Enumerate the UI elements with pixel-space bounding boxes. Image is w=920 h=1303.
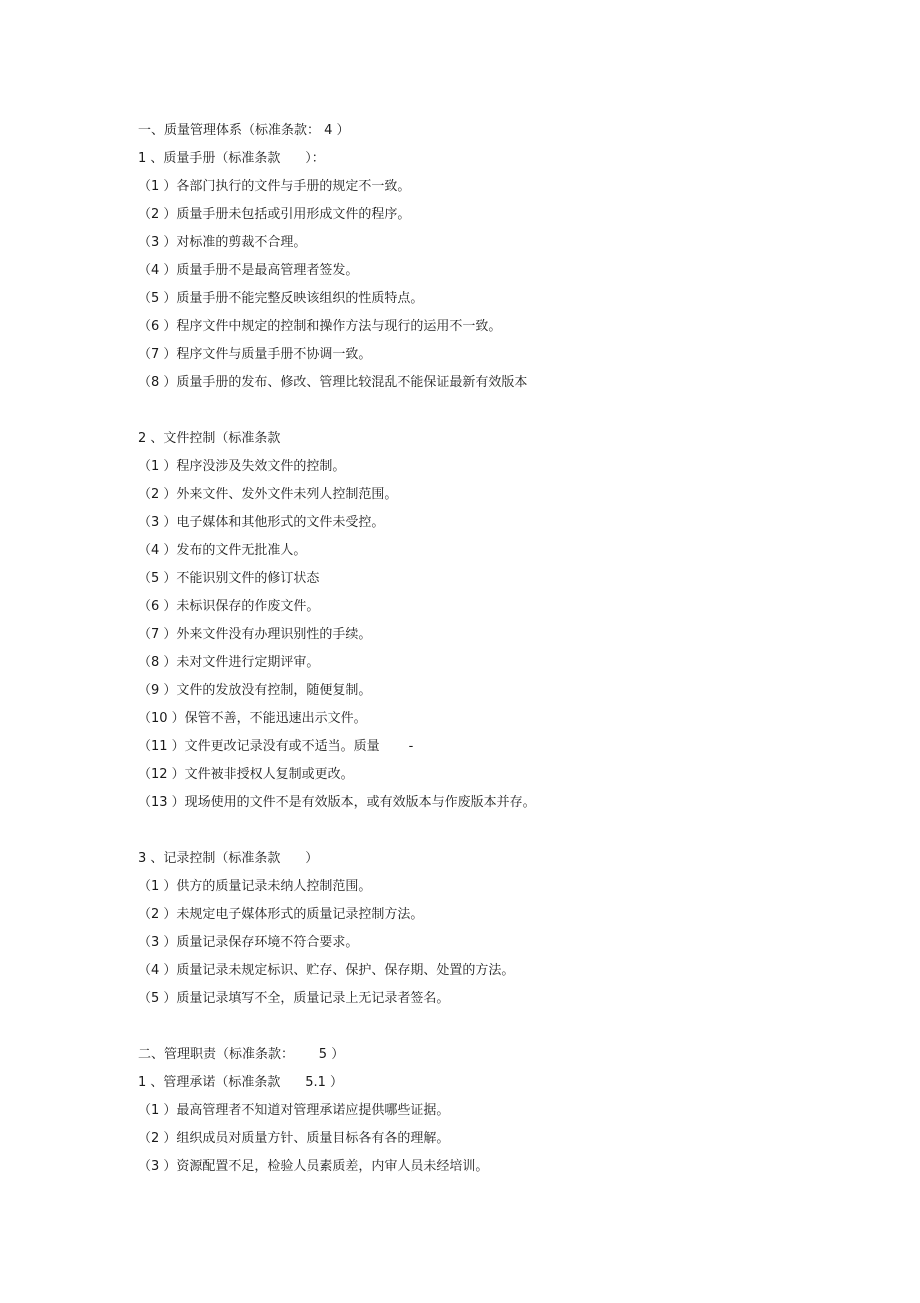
subsection-title: 2 、文件控制（标准条款 — [138, 431, 281, 446]
list-item: （1 ）程序没涉及失效文件的控制。 — [138, 459, 346, 474]
list-item: （8 ）质量手册的发布、修改、管理比较混乱不能保证最新有效版本 — [138, 375, 528, 390]
list-item: （9 ）文件的发放没有控制，随便复制。 — [138, 683, 372, 698]
list-item: （6 ）程序文件中规定的控制和操作方法与现行的运用不一致。 — [138, 319, 502, 334]
list-item: （5 ）质量手册不能完整反映该组织的性质特点。 — [138, 291, 424, 306]
list-item: （8 ）未对文件进行定期评审。 — [138, 655, 320, 670]
list-item: （5 ）不能识别文件的修订状态 — [138, 571, 320, 586]
list-item: （7 ）程序文件与质量手册不协调一致。 — [138, 347, 372, 362]
list-item: （13 ）现场使用的文件不是有效版本，或有效版本与作废版本并存。 — [138, 795, 536, 810]
document-body — [138, 117, 838, 1181]
list-item: （3 ）对标准的剪裁不合理。 — [138, 235, 307, 250]
list-item: （3 ）资源配置不足，检验人员素质差，内审人员未经培训。 — [138, 1159, 489, 1174]
list-item: （4 ）质量记录未规定标识、贮存、保护、保存期、处置的方法。 — [138, 963, 515, 978]
list-item: （10 ）保管不善，不能迅速出示文件。 — [138, 711, 367, 726]
section-heading: 二、管理职责（标准条款： 5 ） — [138, 1047, 345, 1062]
spacer — [138, 397, 838, 425]
subsection-title: 1 、管理承诺（标准条款 5.1 ） — [138, 1075, 344, 1090]
list-item: （1 ）各部门执行的文件与手册的规定不一致。 — [138, 179, 411, 194]
list-item: （2 ）未规定电子媒体形式的质量记录控制方法。 — [138, 907, 424, 922]
list-item: （4 ）发布的文件无批准人。 — [138, 543, 307, 558]
spacer — [138, 1013, 838, 1041]
list-item: （7 ）外来文件没有办理识别性的手续。 — [138, 627, 372, 642]
section-heading: 一、质量管理体系（标准条款： 4 ） — [138, 123, 350, 138]
spacer — [138, 817, 838, 845]
list-item: （1 ）最高管理者不知道对管理承诺应提供哪些证据。 — [138, 1103, 450, 1118]
list-item: （1 ）供方的质量记录未纳人控制范围。 — [138, 879, 372, 894]
subsection-title: 1 、质量手册（标准条款 ）： — [138, 151, 325, 166]
list-item: （6 ）未标识保存的作废文件。 — [138, 599, 320, 614]
list-item: （12 ）文件被非授权人复制或更改。 — [138, 767, 354, 782]
list-item: （3 ）质量记录保存环境不符合要求。 — [138, 935, 359, 950]
list-item: （5 ）质量记录填写不全，质量记录上无记录者签名。 — [138, 991, 450, 1006]
list-item: （2 ）组织成员对质量方针、质量目标各有各的理解。 — [138, 1131, 450, 1146]
list-item: （11 ）文件更改记录没有或不适当。质量 - — [138, 739, 414, 754]
subsection-title: 3 、记录控制（标准条款 ） — [138, 851, 319, 866]
list-item: （2 ）外来文件、发外文件未列人控制范围。 — [138, 487, 398, 502]
list-item: （2 ）质量手册未包括或引用形成文件的程序。 — [138, 207, 411, 222]
list-item: （3 ）电子媒体和其他形式的文件未受控。 — [138, 515, 385, 530]
list-item: （4 ）质量手册不是最高管理者签发。 — [138, 263, 359, 278]
